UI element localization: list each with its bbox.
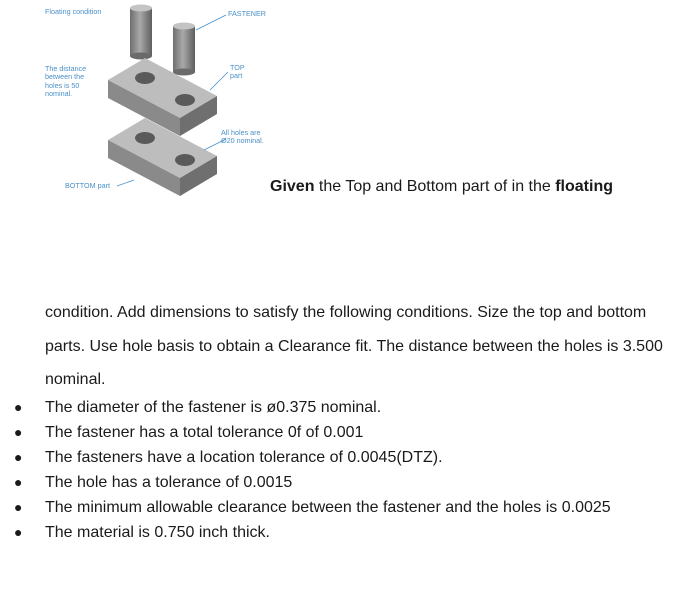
fastener-left	[130, 5, 152, 60]
list-item-text: The material is 0.750 inch thick.	[45, 524, 270, 541]
list-item-text: The minimum allowable clearance between the fastener and the holes is 0.0025	[45, 499, 611, 516]
top-part-block	[108, 58, 217, 136]
list-item	[14, 448, 674, 467]
list-item	[14, 498, 674, 517]
list-item-text: The fastener has a total tolerance 0f of 0.001	[45, 424, 364, 441]
bullet-icon: ●	[14, 474, 23, 490]
bullet-icon: ●	[14, 399, 23, 415]
distance-note-label: The distance between the holes is 50 nominal.	[45, 64, 87, 99]
list-item	[14, 423, 674, 442]
intro-mid: the Top and Bottom part of in the	[314, 178, 556, 195]
bullet-icon: ●	[14, 524, 23, 540]
intro-given: Given	[270, 178, 315, 195]
list-item	[14, 398, 674, 417]
bullet-icon: ●	[14, 449, 23, 465]
fastener-right	[173, 23, 195, 76]
list-item-text: The fasteners have a location tolerance of 0.0045(DTZ).	[45, 449, 443, 466]
holes-note-label: All holes are Ø20 nominal.	[221, 128, 264, 146]
list-item-text: The diameter of the fastener is ø0.375 nominal.	[45, 399, 382, 416]
bottom-part-label: BOTTOM part	[65, 181, 110, 190]
bullet-icon: ●	[14, 499, 23, 515]
floating-condition-label: Floating condition	[45, 7, 102, 16]
conditions-paragraph: condition. Add dimensions to satisfy the following conditions. Size the top and bottom parts. Use hole basis to obtain a Clearance fit. The distance between the holes is 3.500 nominal.	[45, 304, 663, 388]
list-item-text: The hole has a tolerance of 0.0015	[45, 474, 293, 491]
bottom-part-block	[108, 118, 217, 196]
assembly-drawing	[0, 0, 679, 200]
floating-condition-figure	[0, 0, 679, 200]
top-part-label: TOP part	[230, 63, 245, 81]
bullet-icon: ●	[14, 424, 23, 440]
list-item	[14, 523, 674, 542]
intro-line	[270, 178, 613, 196]
conditions-list	[14, 398, 674, 548]
fastener-label: FASTENER	[228, 9, 266, 18]
intro-floating: floating	[555, 178, 613, 195]
list-item	[14, 473, 674, 492]
